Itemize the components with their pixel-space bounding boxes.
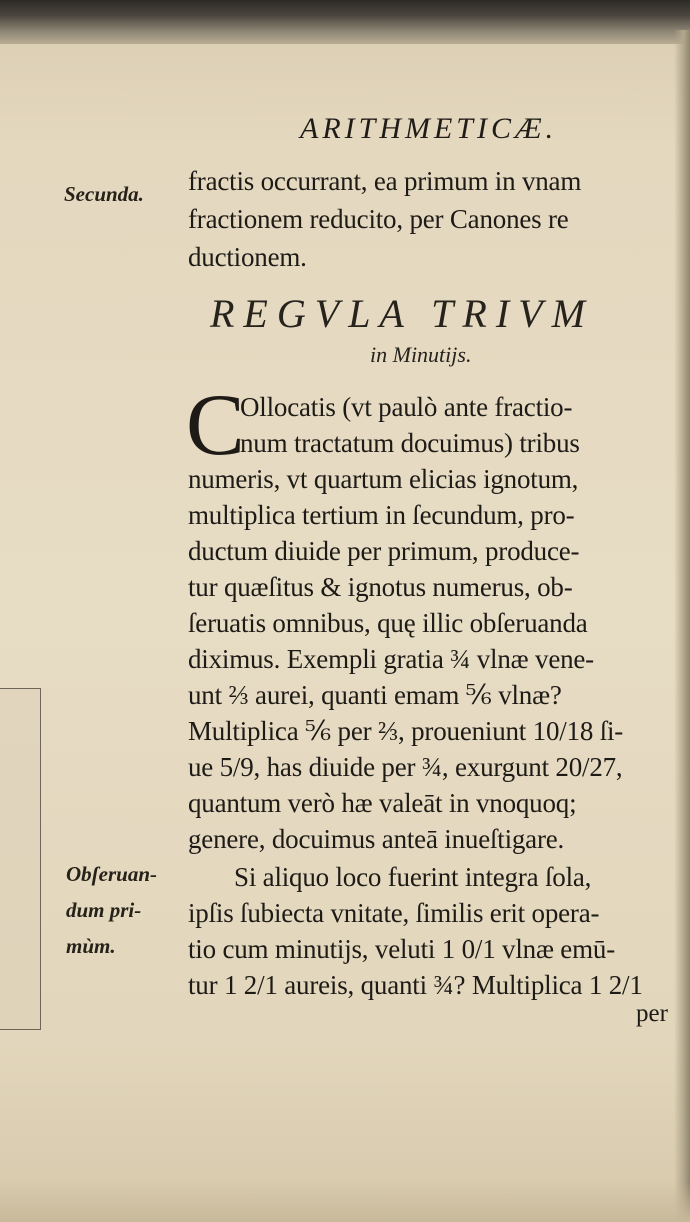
text-line: genere, docuimus anteā inueſtigare. <box>188 824 565 854</box>
paper-slip <box>0 688 41 1030</box>
text-line: numeris, vt quartum elicias ignotum, <box>188 464 579 494</box>
text-line: fractionem reducito, per Canones re <box>188 204 569 234</box>
catchword: per <box>636 1000 668 1027</box>
text-line: ductionem. <box>188 242 307 272</box>
text-line: diximus. Exempli gratia ¾ vlnæ vene- <box>188 644 594 674</box>
running-head: ARITHMETICÆ. <box>300 112 558 145</box>
text-line: quantum verò hæ valeāt in vnoquoq; <box>188 788 577 818</box>
margin-note-line: mùm. <box>66 934 116 958</box>
margin-note-secunda: Secunda. <box>64 182 144 206</box>
text-line: Si aliquo loco fuerint integra ſola, <box>234 862 592 892</box>
drop-cap: C <box>186 377 245 474</box>
text-line: num tractatum docuimus) tribus <box>240 428 580 458</box>
text-line: ductum diuide per primum, produce- <box>188 536 580 566</box>
text-line: ue 5/9, has diuide per ¾, exurgunt 20/27, <box>188 752 623 782</box>
section-subtitle: in Minutijs. <box>370 342 472 367</box>
margin-note-line: dum pri- <box>66 898 142 922</box>
text-line: Ollocatis (vt paulò ante fractio- <box>240 392 573 422</box>
page-right-edge <box>674 30 690 1222</box>
text-line: tur 1 2/1 aureis, quanti ¾? Multiplica 1 2/1 <box>188 970 643 1000</box>
text-line: fractis occurrant, ea primum in vnam <box>188 166 582 196</box>
text-line: Multiplica ⅚ per ⅔, proueniunt 10/18 ſi- <box>188 716 624 746</box>
text-line: tio cum minutijs, veluti 1 0/1 vlnæ emū- <box>188 934 615 964</box>
page-top-shadow <box>0 0 690 44</box>
margin-note-line: Obſeruan- <box>66 862 158 886</box>
text-line: multiplica tertium in ſecundum, pro- <box>188 500 575 530</box>
text-line: tur quæſitus & ignotus numerus, ob- <box>188 572 573 602</box>
text-line: ſeruatis omnibus, quę illic obſeruanda <box>188 608 588 638</box>
text-line: unt ⅔ aurei, quanti emam ⅚ vlnæ? <box>188 680 562 710</box>
section-title: REGVLA TRIVM <box>210 291 594 336</box>
margin-note-observandum <box>66 856 186 964</box>
page-bottom-edge <box>0 1182 690 1222</box>
text-line: ipſis ſubiecta vnitate, ſimilis erit opera- <box>188 898 600 928</box>
